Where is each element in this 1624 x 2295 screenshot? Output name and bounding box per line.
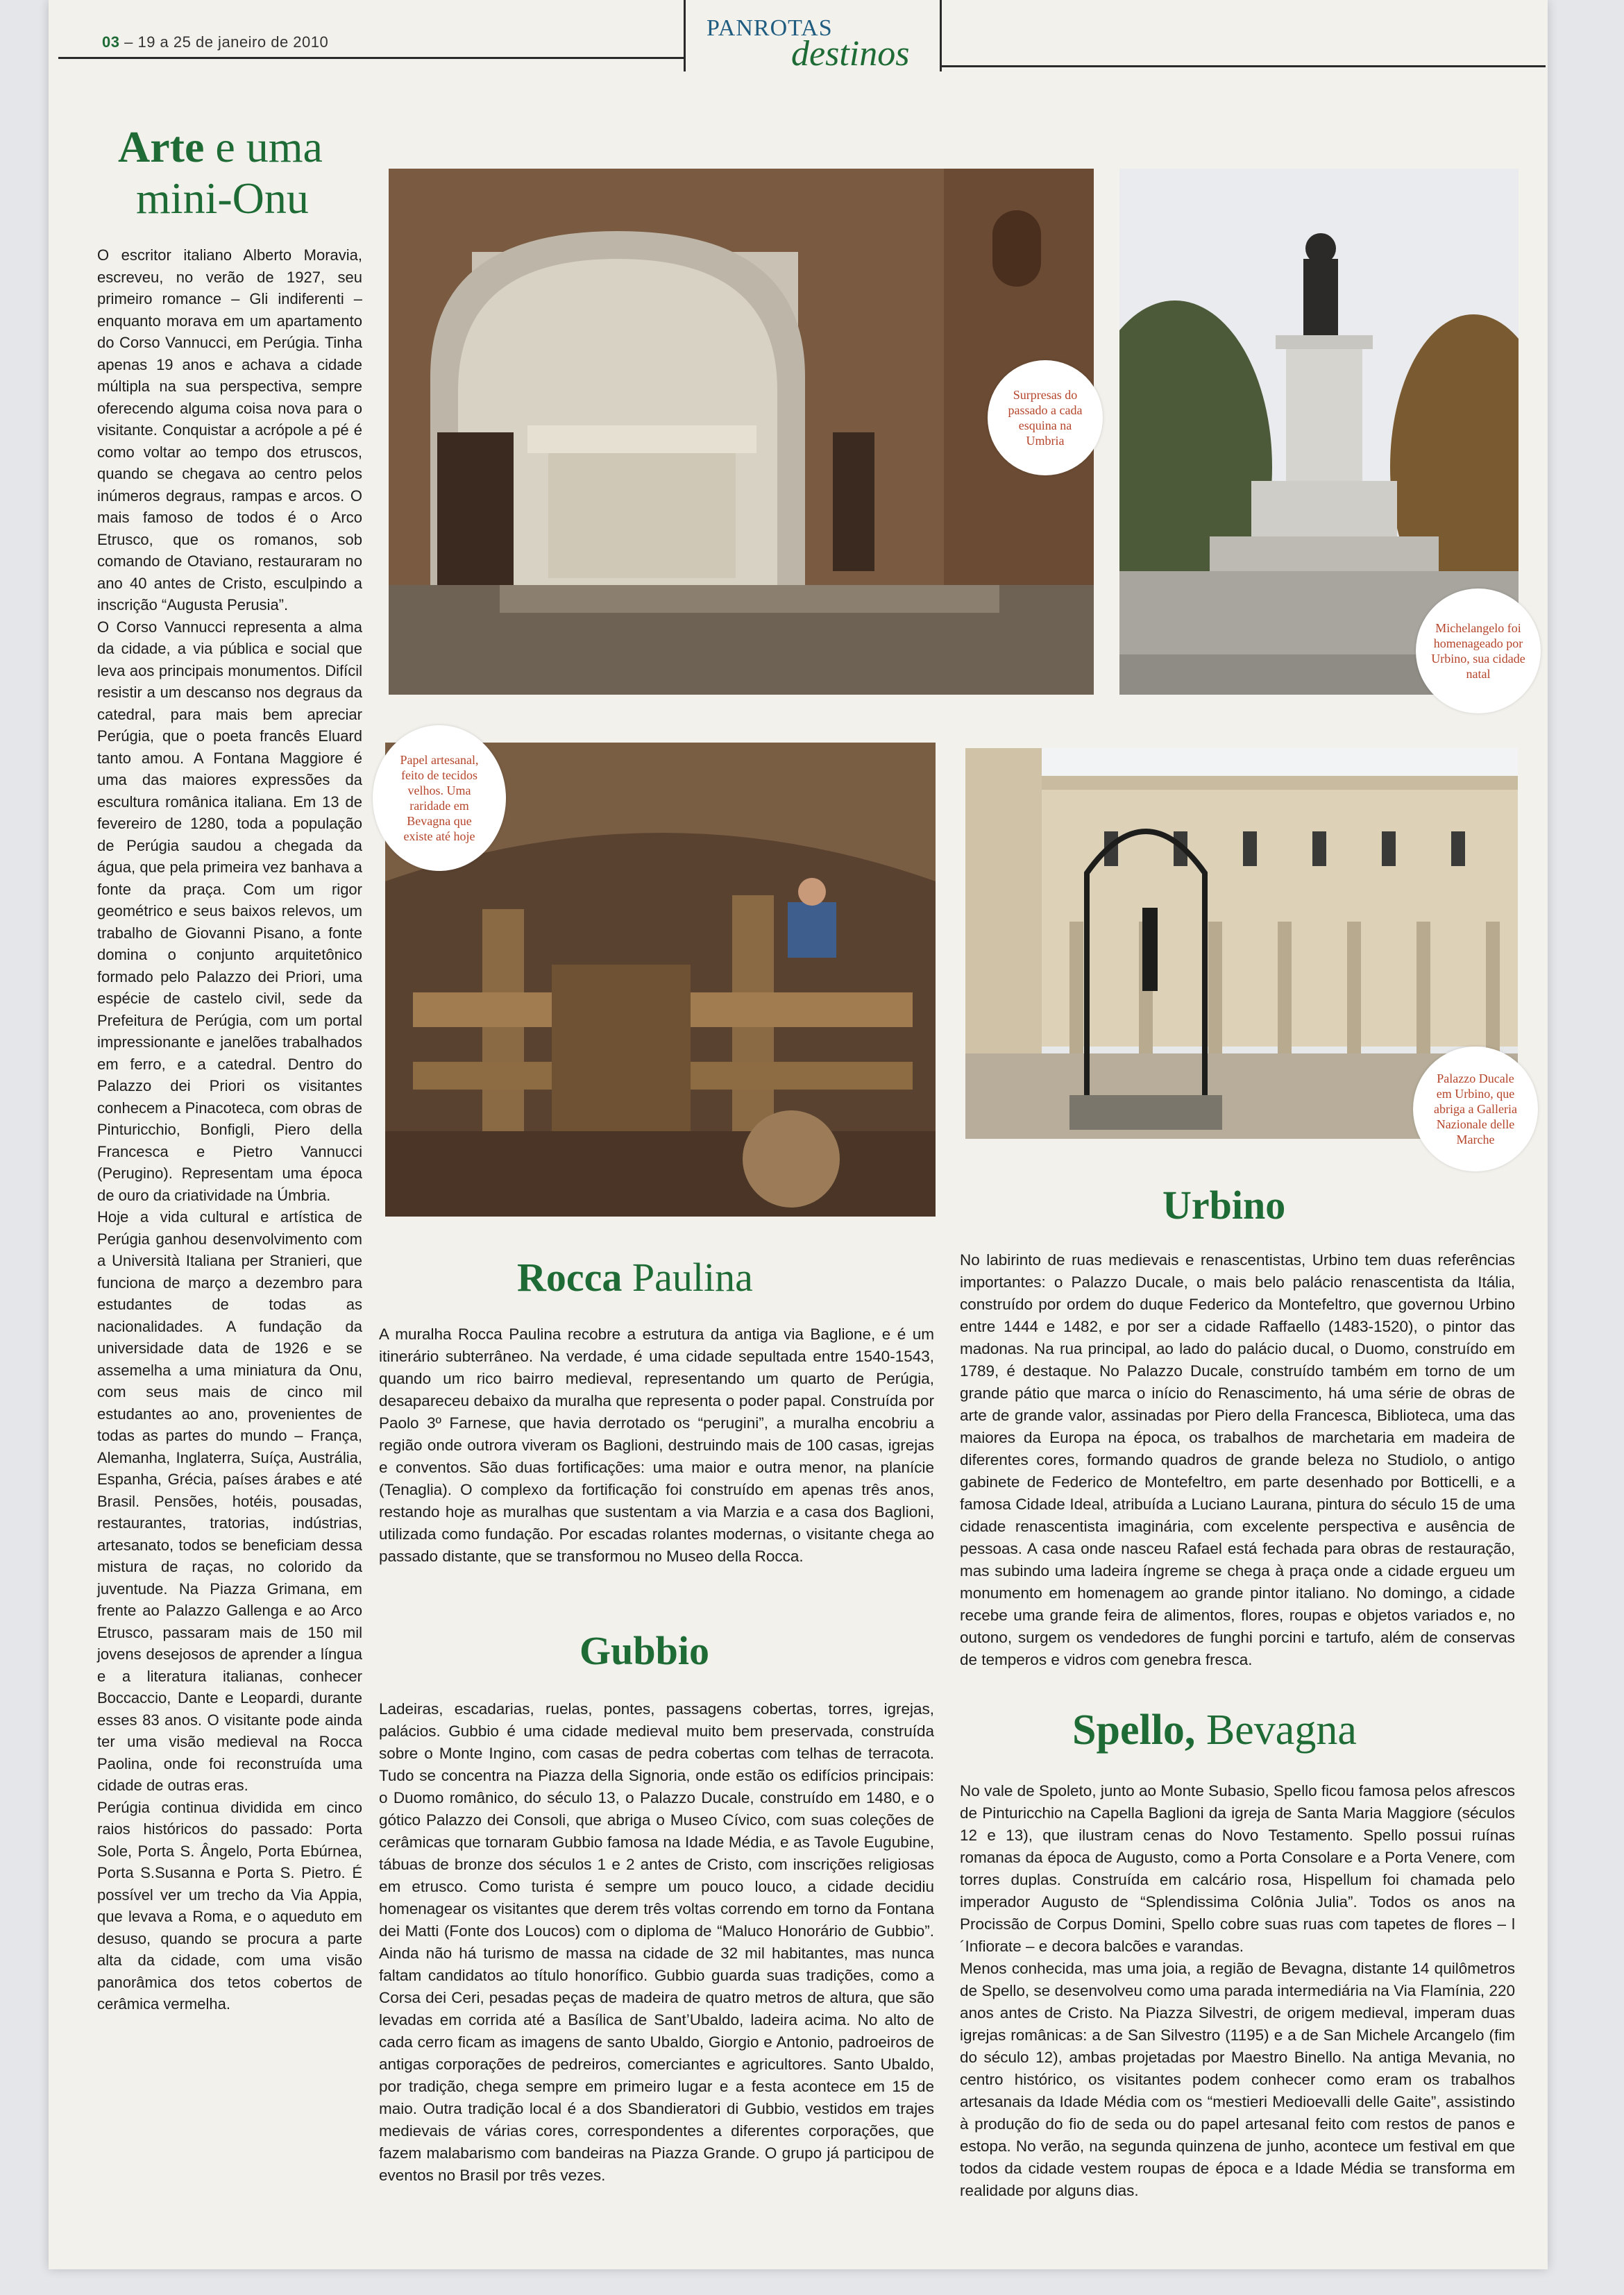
article-title: [118, 122, 323, 171]
issue-date: 19 a 25 de janeiro de 2010: [137, 33, 329, 51]
gubbio-text: Ladeiras, escadarias, ruelas, pontes, passagens cobertas, torres, igrejas, palácios. Gubbio é uma cidade medieval muito bem preservada, construída sobre o Monte Ingino, com casas de pedra cobertas com telhas de terracota. Tudo se concentra na Piazza della Signoria, onde estão os edifícios principais: o Duomo românico, do século 13, o Palazzo Ducale, construído em 1480, e o gótico Palazzo dei Consoli, que abriga o Museo Cívico, com suas coleções de cerâmicas que tornaram Gubbio famosa na Idade Média, e as Tavole Eugubine, tábuas de bronze dos séculos 1 e 2 antes de Cristo, com inscrições religiosas em etrusco. Como turista é sempre um pouco louco, a cidade decidiu homenagear os visitantes que derem três voltas correndo em torno da Fontana dei Matti (Fonte dos Loucos) com o diploma de “Maluco Honorário de Gubbio”. Ainda não há turismo de massa na cidade de 32 mil habitantes, mas nunca faltam candidatos ao título honorífico. Gubbio guarda suas tradições, como a Corsa dei Ceri, pesadas peças de madeira de quatro metros de altura, que são levadas em corrida até a Basílica de Sant’Ubaldo, ladeira acima. No alto de cada cerro ficam as imagens de santo Ubaldo, Giorgio e Antonio, padroeiros de antigas corporações de pedreiros, comerciantes e agricultores. Santo Ubaldo, por tradição, chega sempre em primeiro lugar e a festa acontece em 15 de maio. Outra tradição local é a dos Sbandieratori di Gubbio, vestidos em trajes medievais de várias cores, correspondentes a diferentes corporações, que fazem malabarismo com bandeiras na Piazza Grande. O grupo já participou de eventos no Brasil por três vezes.: [379, 1700, 934, 2184]
section-title-rocca: [517, 1257, 753, 1298]
page-number-date: 03 – 19 a 25 de janeiro de 2010: [102, 33, 329, 51]
article-title-line2: mini-Onu: [136, 173, 309, 223]
paragraph: O escritor italiano Alberto Moravia, escreveu, no verão de 1927, seu primeiro romance – Gli indiferenti – enquanto morava em um apartamento do Corso Vannucci, em Perúgia. Tinha apenas 19 anos e achava a cidade múltipla na sua perspectiva, sempre oferecendo alguma coisa nova para o visitante. Conquistar a acrópole a pé é como voltar ao tempo dos etruscos, quando se chegava ao centro pelos inúmeros degraus, rampas e arcos. O mais famoso de todos é o Arco Etrusco, que os romanos, sob comando de Otaviano, restauraram no ano 40 antes de Cristo, esculpindo a inscrição “Augusta Perusia”.: [97, 246, 362, 613]
page-number: 03: [102, 33, 120, 51]
title-rest: e uma: [215, 122, 323, 171]
rocca-title-bold: Rocca: [517, 1255, 623, 1300]
rocca-text: A muralha Rocca Paulina recobre a estrutura da antiga via Baglione, e é um itinerário subterrâneo. Na verdade, é uma cidade sepultada entre 1540-1543, quando um rico bairro medieval, representando um quarto de Perúgia, desapareceu debaixo da muralha que representa o poder papal. Construída por Paolo 3º Farnese, que havia derrotado os “perugini”, a muralha encobriu a região onde outrora viveram os Baglioni, destruindo mais de 100 casas, igrejas e conventos. São duas fortificações: uma maior e outra menor, na planície (Tenaglia). O complexo da fortificação foi construído em apenas três anos, restando hoje as muralhas que sustentam a via Marzia e a casa dos Baglioni, utilizada como fundação. Por escadas rolantes modernas, o visitante chega ao passado distante, que se transformou no Museo della Rocca.: [379, 1326, 934, 1565]
section-title-urbino: Urbino: [1162, 1183, 1286, 1228]
paragraph: Perúgia continua dividida em cinco raios históricos do passado: Porta Sole, Porta S. Ângelo, Porta Ebúrnea, Porta S.Susanna e Porta S. Pietro. É possível ver um trecho da Via Appia, que levava a Roma, e o aqueduto em desuso, quando se procura a parte alta da cidade, com uma visão panorâmica dos tetos cobertos de cerâmica vermelha.: [97, 1798, 362, 2013]
left-column-text: [97, 244, 362, 2015]
brand-logo: PANROTAS: [707, 15, 833, 41]
section-title-spello: [1072, 1709, 1357, 1752]
paragraph: Menos conhecida, mas uma joia, a região de Bevagna, distante 14 quilômetros de Spello, se desenvolveu como uma parada intermediária na Via Flamínia, 220 anos antes de Cristo. Na Piazza Silvestri, de origem medieval, imperam duas igrejas românicas: a de San Silvestro (1195) e a de San Michele Arcangelo (fim do século 12), ambas projetadas por Maestro Binello. Na antiga Mevania, no centro histórico, os visitantes podem conhecer como eram os trabalhos artesanais da Idade Média com os “mestieri Medioevalli delle Gaite”, assistindo à produção do fio de seda ou do papel artesanal feito com restos de panos e estopa. No verão, na segunda quinzena de junho, acontece um festival em que todos da cidade vestem roupas de época e a Idade Média se transforma em realidade por alguns dias.: [960, 1960, 1515, 2199]
spello-title-bold: Spello,: [1072, 1707, 1196, 1754]
urbino-text: No labirinto de ruas medievais e renascentistas, Urbino tem duas referências importantes: o Palazzo Ducale, o mais belo palácio renascentista da Itália, construído por ordem do duque Federico da Montefeltro, que governou Urbino entre 1444 e 1482, e por ser a cidade Raffaello (1483-1520), o pintor das madonas. Na rua principal, ao lado do palácio ducal, o Duomo, construído em 1789, é destaque. No Palazzo Ducale, construído também em torno de um grande pátio que marca o início do Renascimento, há uma série de obras de arte de grande valor, assinadas por Piero della Francesca, Biblioteca, uma das maiores da Europa na época, os trabalhos de marchetaria em madeira de diferentes cores, formando quadros de grande beleza no Studiolo, o antigo gabinete de Federico de Montefeltro, em parte desenhado por Botticelli, e a famosa Cidade Ideal, atribuída a Luciano Laurana, pintura do século 15 de uma cidade renascentista imaginária, com excelente perspectiva e ausência de pessoas. A casa onde nasceu Rafael está fechada para obras de restauração, mas subindo uma ladeira íngreme se chega à praça onde a cidade ergueu um monumento em homenagem ao grande pintor italiano. No domingo, a cidade recebe uma grande feira de alimentos, flores, roupas e objetos variados e, no outono, surgem os vendedores de funghi porcini e tartufo, além de conservas de temperos e vidros com genebra fresca.: [960, 1251, 1515, 1668]
paragraph: O Corso Vannucci representa a alma da cidade, a via pública e social que leva aos principais monumentos. Difícil resistir a um descanso nos degraus da catedral, para mais bem apreciar Perúgia, que o poeta francês Eluard tanto amou. A Fontana Maggiore é uma das maiores expressões da escultura românica italiana. Em 13 de fevereiro de 1280, toda a população de Perúgia saudou a chegada da água, que pela primeira vez banhava a fonte da praça. Com um rigor geométrico e seus baixos relevos, um trabalho de Giovanni Pisano, a fonte domina o conjunto arquitetônico formado pelo Palazzo dei Priori, uma espécie de castelo civil, sede da Prefeitura de Perúgia, com um portal impressionante e janelões trabalhados em ferro, e a catedral. Dentro do Palazzo dei Priori os visitantes conhecem a Pinacoteca, com obras de Pinturicchio, Bonfigli, Piero della Francesca e Pietro Vannucci (Perugino). Representam uma época de ouro da criatividade na Úmbria.: [97, 618, 362, 1204]
spello-title-rest: Bevagna: [1206, 1707, 1357, 1754]
header-logo-frame-left: [684, 0, 686, 71]
photo-stone-arch-fountain: [389, 169, 1094, 695]
header-rule-right: [942, 65, 1546, 67]
caption-paper: Papel artesanal, feito de tecidos velhos. Uma raridade em Bevagna que existe até hoje: [373, 725, 506, 871]
paragraph: No vale de Spoleto, junto ao Monte Subasio, Spello ficou famosa pelos afrescos de Pinturicchio na Capella Baglioni da igreja de Santa Maria Maggiore (séculos 12 e 13), que ilustram cenas do Novo Testamento. Spello possui ruínas romanas da época de Augusto, como a Porta Consolare e a Porta Venere, com torres duplas. Construída em calcário rosa, Hispellum foi chamada pelo imperador Augusto de “Splendissima Colônia Julia”. Todos os anos na Procissão de Corpus Domini, Spello cobre suas ruas com tapetes de flores – l´Infiorate – e decora balcões e varandas.: [960, 1782, 1515, 1955]
header-logo-frame-right: [940, 0, 942, 71]
spello-text: [960, 1780, 1515, 2202]
section-title-gubbio: Gubbio: [580, 1628, 709, 1673]
title-bold: Arte: [118, 122, 205, 171]
header-rule-left: [58, 57, 684, 59]
rocca-title-rest: Paulina: [632, 1255, 753, 1300]
caption-palazzo: Palazzo Ducale em Urbino, que abriga a Galleria Nazionale delle Marche: [1413, 1047, 1538, 1171]
caption-arch: Surpresas do passado a cada esquina na Umbria: [988, 360, 1103, 475]
paragraph: Hoje a vida cultural e artística de Perúgia ganhou desenvolvimento com a Università Italiana per Stranieri, que funciona de março a dezembro para estudantes de todas as nacionalidades. A fundação da universidade data de 1926 e se assemelha a uma miniatura da Onu, com seus mais de cinco mil estudantes ao ano, provenientes de todas as partes do mundo – França, Alemanha, Inglaterra, Suíça, Austrália, Espanha, Grécia, países árabes e até Brasil. Pensões, hotéis, pousadas, restaurantes, tratorias, indústrias, artesanato, todos se beneficiam dessa mistura de raças, no colorido da juventude. Na Piazza Grimana, em frente ao Palazzo Gallenga e ao Arco Etrusco, passaram mais de 150 mil jovens desejosos de aprender a língua e a literatura italianas, conhecer Boccaccio, Dante e Leopardi, durante esses 83 anos. O visitante pode ainda ter uma visão medieval na Rocca Paolina, onde foi reconstruída uma cidade de outras eras.: [97, 1208, 362, 1794]
caption-statue: Michelangelo foi homenageado por Urbino, sua cidade natal: [1416, 588, 1541, 713]
section-name: destinos: [791, 34, 910, 74]
